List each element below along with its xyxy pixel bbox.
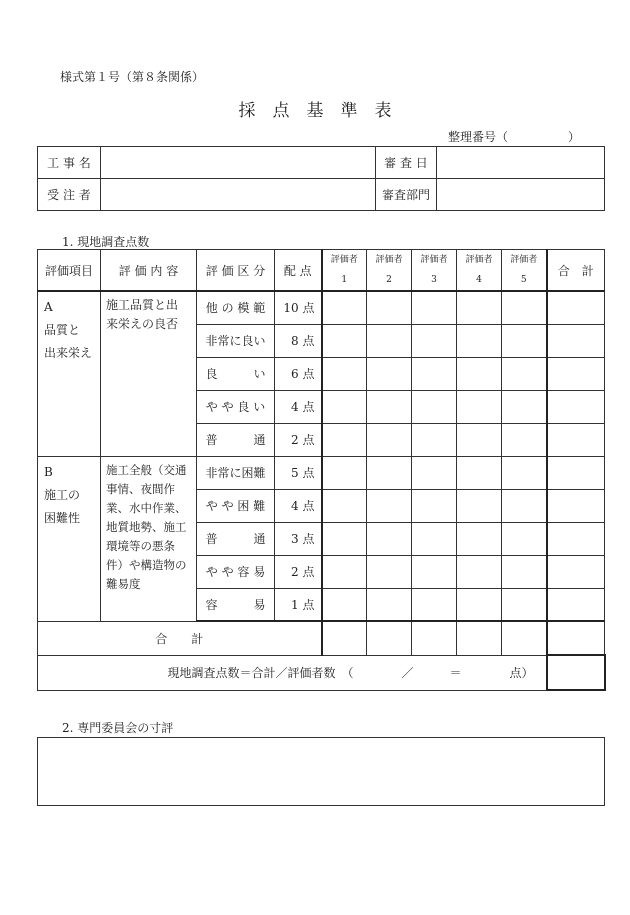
score-cell[interactable]: [322, 390, 367, 423]
class-cell: や や 困 難: [197, 489, 275, 522]
sum-cell[interactable]: [457, 621, 502, 655]
scoring-table: [37, 249, 606, 691]
section2-title: 2. 専門委員会の寸評: [62, 721, 174, 735]
group-a-content: 施工品質と出 来栄えの良否: [101, 291, 197, 456]
score-cell[interactable]: [412, 324, 457, 357]
header-evaluator-1: 評価者 1: [322, 250, 367, 292]
sum-label: 合 計: [38, 621, 322, 655]
total-cell[interactable]: [547, 456, 605, 489]
score-cell[interactable]: [412, 456, 457, 489]
site-score-field[interactable]: [547, 655, 605, 690]
score-cell[interactable]: [322, 357, 367, 390]
group-b-item: B 施工の 困難性: [38, 456, 101, 621]
committee-comment-box[interactable]: [37, 737, 605, 806]
score-cell[interactable]: [412, 390, 457, 423]
header-evaluator-3: 評価者 3: [412, 250, 457, 292]
review-dept-field[interactable]: [437, 179, 605, 211]
points-cell: 1 点: [275, 588, 322, 621]
class-cell: 非常に困難: [197, 456, 275, 489]
header-table: [37, 146, 605, 211]
score-cell[interactable]: [367, 489, 412, 522]
score-cell[interactable]: [322, 489, 367, 522]
score-cell[interactable]: [322, 423, 367, 456]
score-cell[interactable]: [367, 456, 412, 489]
score-cell[interactable]: [412, 423, 457, 456]
class-cell: や や 容 易: [197, 555, 275, 588]
score-cell[interactable]: [412, 357, 457, 390]
total-cell[interactable]: [547, 555, 605, 588]
score-cell[interactable]: [322, 555, 367, 588]
points-cell: 10 点: [275, 291, 322, 324]
score-cell[interactable]: [322, 522, 367, 555]
score-cell[interactable]: [457, 357, 502, 390]
score-cell[interactable]: [502, 522, 547, 555]
total-cell[interactable]: [547, 489, 605, 522]
class-cell: 他 の 模 範: [197, 291, 275, 324]
score-cell[interactable]: [367, 357, 412, 390]
header-points: 配 点: [275, 250, 322, 292]
score-cell[interactable]: [412, 555, 457, 588]
page-title: 採 点 基 準 表: [238, 101, 392, 121]
score-cell[interactable]: [502, 390, 547, 423]
score-cell[interactable]: [457, 324, 502, 357]
header-evaluator-4: 評価者 4: [457, 250, 502, 292]
header-evaluator-5: 評価者 5: [502, 250, 547, 292]
header-total: 合 計: [547, 250, 605, 292]
sum-cell[interactable]: [412, 621, 457, 655]
total-cell[interactable]: [547, 291, 605, 324]
total-cell[interactable]: [547, 357, 605, 390]
class-cell: や や 良 い: [197, 390, 275, 423]
total-cell[interactable]: [547, 588, 605, 621]
score-cell[interactable]: [457, 489, 502, 522]
score-cell[interactable]: [457, 588, 502, 621]
group-a-item: A 品質と 出来栄え: [38, 291, 101, 456]
score-cell[interactable]: [412, 588, 457, 621]
points-cell: 5 点: [275, 456, 322, 489]
points-cell: 4 点: [275, 390, 322, 423]
score-cell[interactable]: [502, 489, 547, 522]
header-item: 評価項目: [38, 250, 101, 292]
score-cell[interactable]: [457, 291, 502, 324]
score-cell[interactable]: [367, 390, 412, 423]
score-cell[interactable]: [322, 291, 367, 324]
group-b-content: 施工全般（交通 事情、夜間作 業、水中作業、 地質地勢、施工 環境等の悪条 件）や構造物の 難易度: [101, 456, 197, 621]
table-row: [38, 291, 605, 324]
sum-cell[interactable]: [502, 621, 547, 655]
review-date-label: 審 査 日: [376, 147, 437, 179]
class-cell: 良 い: [197, 357, 275, 390]
registration-number-label: 整理番号（ ）: [448, 130, 581, 144]
score-cell[interactable]: [502, 291, 547, 324]
score-cell[interactable]: [502, 423, 547, 456]
grand-total-cell[interactable]: [547, 621, 605, 655]
sum-cell[interactable]: [367, 621, 412, 655]
work-name-field[interactable]: [101, 147, 376, 179]
score-cell[interactable]: [322, 588, 367, 621]
class-cell: 普 通: [197, 423, 275, 456]
points-cell: 4 点: [275, 489, 322, 522]
score-cell[interactable]: [367, 324, 412, 357]
header-content: 評 価 内 容: [101, 250, 197, 292]
class-cell: 非常に良い: [197, 324, 275, 357]
total-cell[interactable]: [547, 324, 605, 357]
review-date-field[interactable]: [437, 147, 605, 179]
sum-cell[interactable]: [322, 621, 367, 655]
score-cell[interactable]: [322, 456, 367, 489]
section1-title: 1. 現地調査点数: [62, 235, 150, 249]
points-cell: 2 点: [275, 555, 322, 588]
formula-text: 現地調査点数＝合計／評価者数 （ ／ ＝ 点）: [38, 655, 547, 690]
score-cell[interactable]: [502, 555, 547, 588]
class-cell: 容 易: [197, 588, 275, 621]
form-number: 様式第１号（第８条関係）: [60, 70, 205, 84]
points-cell: 2 点: [275, 423, 322, 456]
points-cell: 6 点: [275, 357, 322, 390]
class-cell: 普 通: [197, 522, 275, 555]
points-cell: 8 点: [275, 324, 322, 357]
sum-row: [38, 621, 605, 655]
header-evaluator-2: 評価者 2: [367, 250, 412, 292]
score-cell[interactable]: [367, 588, 412, 621]
score-cell[interactable]: [367, 423, 412, 456]
table-row: [38, 456, 605, 489]
total-cell[interactable]: [547, 423, 605, 456]
score-cell[interactable]: [457, 423, 502, 456]
work-name-label: 工 事 名: [38, 147, 101, 179]
score-cell[interactable]: [367, 291, 412, 324]
header-class: 評 価 区 分: [197, 250, 275, 292]
total-cell[interactable]: [547, 390, 605, 423]
score-cell[interactable]: [502, 324, 547, 357]
score-cell[interactable]: [457, 390, 502, 423]
score-cell[interactable]: [457, 522, 502, 555]
score-cell[interactable]: [367, 522, 412, 555]
contractor-label: 受 注 者: [38, 179, 101, 211]
score-cell[interactable]: [412, 489, 457, 522]
score-cell[interactable]: [457, 456, 502, 489]
points-cell: 3 点: [275, 522, 322, 555]
score-cell[interactable]: [457, 555, 502, 588]
score-cell[interactable]: [502, 588, 547, 621]
score-cell[interactable]: [502, 357, 547, 390]
review-dept-label: 審査部門: [376, 179, 437, 211]
score-cell[interactable]: [412, 522, 457, 555]
score-cell[interactable]: [412, 291, 457, 324]
total-cell[interactable]: [547, 522, 605, 555]
score-cell[interactable]: [367, 555, 412, 588]
score-cell[interactable]: [502, 456, 547, 489]
score-cell[interactable]: [322, 324, 367, 357]
formula-row: [38, 655, 605, 690]
contractor-field[interactable]: [101, 179, 376, 211]
